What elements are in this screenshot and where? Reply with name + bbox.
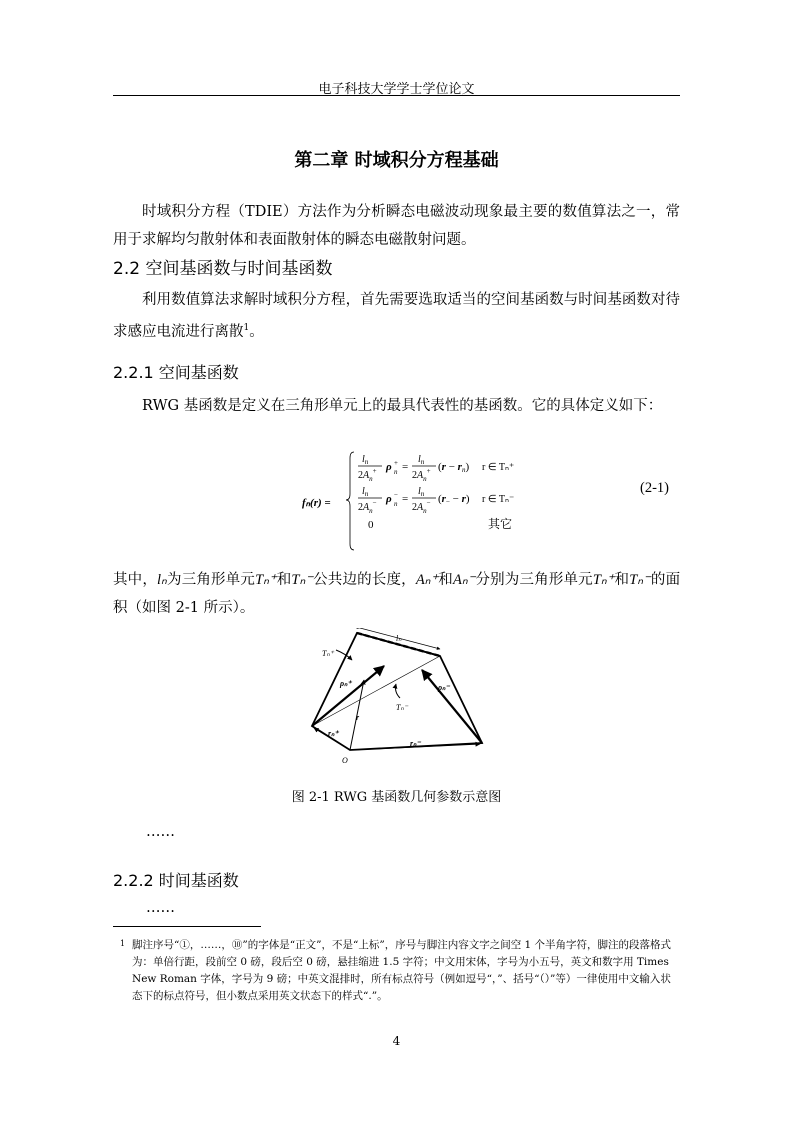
explanation-text-3: 和 <box>276 572 292 588</box>
explanation-text-6: 分别为三角形单元 <box>475 572 593 588</box>
label-tplus: Tₙ⁺ <box>322 649 334 658</box>
section-2-2-heading: 2.2 空间基函数与时间基函数 <box>113 259 333 279</box>
svg-text:(r− − r): (r− − r) <box>438 493 470 506</box>
explanation-text-8: 的面积（如图 2-1 所示）。 <box>113 572 681 616</box>
rwg-equation <box>300 448 540 554</box>
explanation-text-2: 为三角形单元 <box>166 572 256 588</box>
section-2-2-paragraph <box>113 286 680 346</box>
explanation-aplus: Aₙ⁺ <box>415 572 439 588</box>
svg-text:ln: $l_n$ <box>418 486 425 498</box>
tminus-pointer <box>396 684 401 698</box>
svg-text:ρ: ρ <box>386 461 392 473</box>
explanation-tminus-2: Tₙ⁻ <box>629 572 651 588</box>
svg-text:ln: $l_n$ <box>362 454 369 466</box>
equation-case3-value: 0 <box>368 519 374 531</box>
equation-number: (2-1) <box>640 480 669 496</box>
equation-case1-cond: r ∈ Tₙ⁺ <box>482 462 515 473</box>
rwg-figure <box>300 628 500 770</box>
label-rho-minus: ρₙ⁻ <box>438 683 450 692</box>
label-r: r <box>356 713 360 722</box>
label-origin: O <box>342 756 348 765</box>
section-2-2-2-heading: 2.2.2 时间基函数 <box>113 871 239 890</box>
equation-case-1 <box>358 454 514 483</box>
svg-text:−: − <box>394 491 398 499</box>
ellipsis-2: …… <box>146 900 175 916</box>
svg-text:(r − rn): (r − rn) <box>438 461 470 474</box>
explanation-paragraph <box>113 566 680 622</box>
footnote <box>113 937 680 1005</box>
label-r-minus: rₙ⁻ <box>410 739 421 748</box>
equation-lhs: fₙ(r) = <box>302 497 331 509</box>
rho-plus-vector <box>312 666 384 726</box>
svg-text:=: = <box>402 461 409 473</box>
section-2-2-text-end: 。 <box>249 323 264 340</box>
rho-guide <box>312 656 440 726</box>
header-rule <box>113 95 680 96</box>
footnote-mark: 1 <box>120 939 126 948</box>
ellipsis-1: …… <box>146 824 175 840</box>
equation-case-2 <box>358 486 514 515</box>
explanation-text-1: 其中， <box>113 572 158 588</box>
svg-text:+: + <box>394 459 398 467</box>
equation-case-3 <box>368 516 512 531</box>
page-number: 4 <box>392 1034 401 1048</box>
svg-text:2An+: $2A_n^+$ <box>358 467 377 483</box>
label-tminus: Tₙ⁻ <box>396 703 408 712</box>
equation-brace <box>346 452 354 550</box>
label-rho-plus: ρₙ⁺ <box>340 679 352 688</box>
explanation-aminus: Aₙ⁻ <box>452 572 476 588</box>
chapter-title: 第二章 时域积分方程基础 <box>294 150 499 171</box>
label-ln: lₙ <box>396 634 402 643</box>
svg-text:2An−: $2A_n^-$ <box>358 499 377 515</box>
footnote-ref[interactable]: 1 <box>243 323 250 333</box>
svg-text:=: = <box>402 493 409 505</box>
explanation-tplus-2: Tₙ⁺ <box>592 572 615 588</box>
intro-paragraph: 时域积分方程（TDIE）方法作为分析瞬态电磁波动现象最主要的数值算法之一，常用于求解均匀散射体和表面散射体的瞬态电磁散射问题。 <box>113 204 680 248</box>
figure-caption: 图 2-1 RWG 基函数几何参数示意图 <box>291 790 502 805</box>
footnote-rule <box>113 926 261 927</box>
section-2-2-1-paragraph: RWG 基函数是定义在三角形单元上的最具代表性的基函数。它的具体定义如下： <box>142 398 663 414</box>
equation-case3-cond: 其它 <box>488 517 513 531</box>
explanation-text-4: 公共边的长度， <box>312 572 416 588</box>
svg-text:n: n <box>394 500 398 508</box>
explanation-text-7: 和 <box>614 572 630 588</box>
equation-case2-cond: r ∈ Tₙ⁻ <box>482 494 515 505</box>
section-2-2-text: 利用数值算法求解时域积分方程，首先需要选取适当的空间基函数与时间基函数对待求感应电流进行离散 <box>113 292 680 340</box>
explanation-tminus: Tₙ⁻ <box>291 572 313 588</box>
label-r-plus: rₙ⁺ <box>328 729 339 738</box>
svg-text:ln: $l_n$ <box>362 486 369 498</box>
footnote-text: 脚注序号“①，……，⑩”的字体是“正文”，不是“上标”，序号与脚注内容文字之间空 1 个半角字符，脚注的段落格式为：单倍行距，段前空 0 磅，段后空 0 磅，悬挂缩进 1.5 字符；中文用宋体，字号为小五号，英文和数字用 Times New Roman 字体，字号为 9 磅；中英文混排时，所有标点符号（例如逗号“，”、括号“（）”等）一律使用中文输入状态下的标点符号，但小数点采用英文状态下的样式“.”。 <box>132 939 672 1002</box>
explanation-tplus: Tₙ⁺ <box>255 572 277 588</box>
explanation-text-5: 和 <box>438 572 453 588</box>
svg-text:2An−: $2A_n^-$ <box>412 499 431 515</box>
section-2-2-1-heading: 2.2.1 空间基函数 <box>113 363 239 382</box>
svg-text:ln: $l_n$ <box>418 454 425 466</box>
svg-text:n: n <box>394 468 398 476</box>
svg-text:2An+: $2A_n^+$ <box>412 467 431 483</box>
explanation-ln: lₙ <box>157 572 167 588</box>
svg-text:ρ: ρ <box>386 493 392 505</box>
running-header: 电子科技大学学士学位论文 <box>318 82 475 97</box>
